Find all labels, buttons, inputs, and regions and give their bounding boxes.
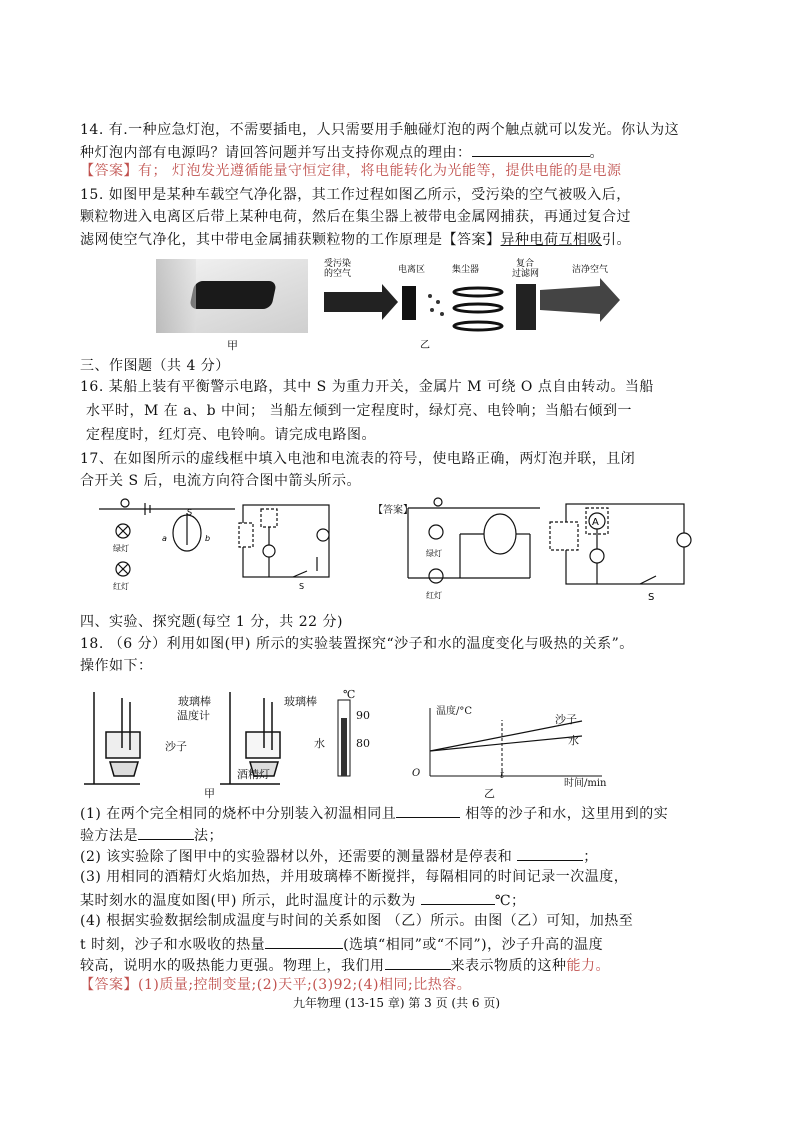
label-polluted-air-2: 的空气	[324, 269, 352, 279]
red-lamp-label: 红灯	[113, 582, 129, 591]
q18-p2-text: (2) 该实验除了图甲中的实验器材以外，还需要的测量器材是停表和	[80, 849, 518, 865]
answer-green-label: 绿灯	[426, 549, 442, 558]
q18-answer	[80, 976, 471, 994]
q14-answer-blank[interactable]	[472, 142, 590, 157]
q18-p3-cont	[80, 890, 526, 910]
thermometer-scale	[338, 700, 350, 776]
fig-b-label: b	[205, 534, 211, 543]
car-seat	[156, 259, 196, 333]
purifier-device	[189, 281, 277, 309]
green-lamp-label: 绿灯	[113, 544, 129, 553]
legend-water: 水	[568, 734, 579, 747]
parallel-circuit	[239, 505, 329, 577]
q15-line3	[80, 231, 631, 249]
q18-p1-text-2: 相等的沙子和水，这里用到的实	[460, 806, 669, 822]
fig-yi-label-18: 乙	[484, 787, 495, 800]
blank-instrument[interactable]	[517, 846, 583, 861]
blank-mass[interactable]	[396, 803, 460, 818]
composite-filter	[516, 284, 536, 330]
answer-tag: 【答案】	[80, 163, 138, 179]
q16-line3: 定程度时，红灯亮、电铃响。请完成电路图。	[86, 427, 376, 443]
question-circuits	[95, 495, 335, 595]
chart-t-marker: t	[500, 770, 505, 781]
fig-yi-label: 乙	[420, 340, 430, 351]
answer-ship-circuit	[408, 498, 540, 583]
chart-ylabel: 温度/°C	[436, 706, 473, 717]
q18-p3-end: ℃；	[494, 893, 526, 909]
q15-line3-text: 滤网使空气净化，其中带电金属捕获颗粒物的工作原理是	[80, 232, 443, 248]
fig-jia-label-18: 甲	[204, 787, 215, 800]
ionizer-plate	[402, 286, 416, 320]
answer-tag: 【答案】	[80, 977, 138, 993]
switch-S-label: S	[299, 582, 305, 591]
fig-a-label: a	[162, 534, 167, 543]
polluted-air-arrows	[324, 284, 398, 320]
ship-circuit	[99, 499, 235, 576]
label-glass-rod: 玻璃棒	[178, 695, 211, 708]
answer-parallel-circuit	[550, 504, 691, 584]
blank-reading[interactable]	[421, 890, 495, 905]
particles	[428, 294, 444, 316]
purifier-process-diagram	[320, 256, 650, 351]
fig-jia-label: 甲	[227, 339, 238, 352]
section3-heading: 三、作图题（共 4 分）	[80, 358, 230, 374]
q18-p4-text-4: 来表示物质的这种	[450, 958, 567, 974]
blank-method[interactable]	[138, 825, 194, 840]
q18-answer-text: (1)质量;控制变量;(2)天平;(3)92;(4)相同;比热容。	[138, 977, 472, 993]
q18-p4-cont	[80, 934, 603, 954]
label-clean-air: 洁净空气	[572, 265, 609, 275]
q18-p1	[80, 803, 668, 823]
q18-p4-text-3: 较高，说明水的吸热能力更强。物理上，我们用	[80, 958, 385, 974]
q16-line1: 16. 某船上装有平衡警示电路，其中 S 为重力开关，金属片 M 可绕 O 点自由转动。当船	[80, 379, 654, 395]
legend-sand: 沙子	[555, 713, 577, 726]
dust-collector	[454, 288, 502, 330]
answer-tag: 【答案】	[442, 232, 501, 248]
label-glass-rod-2: 玻璃棒	[284, 695, 317, 708]
q18-p3: (3) 用相同的酒精灯火焰加热，并用玻璃棒不断搅拌，每隔相同的时间记录一次温度，	[80, 869, 629, 885]
q18-p4: (4) 根据实验数据绘制成温度与时间的关系如图 （乙）所示。由图（乙）可知，加热至	[80, 913, 634, 929]
label-filter: 复合	[516, 259, 535, 269]
label-alcohol-lamp: 酒精灯	[237, 768, 270, 781]
chart-xlabel: 时间/min	[564, 778, 607, 789]
clean-air-arrow	[540, 278, 620, 322]
apparatus-diagram	[80, 688, 380, 798]
q18-p4-text-2: (选填“相同”或“不同”)，沙子升高的温度	[343, 937, 604, 953]
label-dust-collector: 集尘器	[452, 265, 480, 275]
page-footer: 九年物理 (13-15 章) 第 3 页 (共 6 页)	[292, 996, 501, 1010]
q18-p1-text-3: 验方法是	[80, 828, 138, 844]
q18-p4-end: 能力。	[566, 958, 610, 974]
label-water: 水	[314, 737, 325, 750]
q17-line1: 17、在如图所示的虚线框中填入电池和电流表的符号，使电路正确，两灯泡并联，且闭	[80, 451, 636, 467]
apparatus-left	[84, 692, 140, 784]
blank-heat[interactable]	[265, 934, 343, 949]
q17-line2: 合开关 S 后，电流方向符合图中箭头所示。	[80, 473, 361, 489]
label-celsius: ℃	[343, 688, 356, 701]
q14-line2-text: 种灯泡内部有电源吗？请回答问题并写出支持你观点的理由：	[80, 145, 472, 161]
ammeter-A-label: A	[592, 517, 599, 528]
answer-S-label: S	[648, 592, 655, 603]
answer-circuits	[400, 494, 700, 604]
q14-answer	[80, 162, 621, 180]
air-purifier-photo	[156, 259, 308, 333]
label-ion-zone: 电离区	[398, 265, 426, 275]
blank-specific-heat[interactable]	[385, 955, 451, 970]
q15-answer: 异种电荷互相吸	[500, 232, 602, 248]
q14-line2-end: 。	[589, 145, 604, 161]
q16-line2: 水平时，M 在 a、b 中间； 当船左倾到一定程度时，绿灯亮、电铃响；当船右倾到一	[86, 403, 632, 419]
label-sand: 沙子	[165, 740, 187, 753]
q18-p1-text-4: 法；	[194, 828, 223, 844]
q17-answer-tag: 【答案】	[373, 505, 413, 516]
chart-origin: O	[412, 768, 421, 779]
label-filter-2: 过滤网	[512, 269, 540, 279]
tick-80: 80	[356, 737, 370, 750]
series-line-1	[430, 736, 582, 751]
q14-line1: 14. 有.一种应急灯泡，不需要插电，人只需要用手触碰灯泡的两个触点就可以发光。你认为这	[80, 122, 680, 138]
tick-90: 90	[356, 709, 370, 722]
answer-red-label: 红灯	[426, 591, 442, 600]
q18-p3-text: 某时刻水的温度如图(甲) 所示，此时温度计的示数为	[80, 893, 421, 909]
fig-S-label: S	[187, 508, 193, 517]
label-polluted-air: 受污染	[324, 259, 352, 269]
q18-p4-cont2	[80, 955, 610, 975]
q18-line1: 18. （6 分）利用如图(甲) 所示的实验装置探究“沙子和水的温度变化与吸热的关系”。	[80, 636, 634, 652]
q18-p2	[80, 846, 598, 866]
q18-p1-text: (1) 在两个完全相同的烧杯中分别装入初温相同且	[80, 806, 397, 822]
q15-line2: 颗粒物进入电离区后带上某种电荷，然后在集尘器上被带电金属网捕获，再通过复合过	[80, 209, 631, 225]
q18-p1-cont	[80, 825, 223, 845]
label-thermometer: 温度计	[177, 709, 210, 722]
q15-line3-end: 引。	[602, 232, 631, 248]
q14-line2	[80, 142, 604, 162]
q18-p4-text: t 时刻，沙子和水吸收的热量	[80, 937, 266, 953]
q18-line2: 操作如下：	[80, 658, 153, 674]
q18-p2-end: ；	[583, 849, 598, 865]
q14-answer-text: 有； 灯泡发光遵循能量守恒定律，将电能转化为光能等，提供电能的是电源	[138, 163, 622, 179]
q15-line1: 15. 如图甲是某种车载空气净化器，其工作过程如图乙所示，受污染的空气被吸入后，	[80, 187, 631, 203]
section4-heading: 四、实验、探究题(每空 1 分，共 22 分)	[80, 614, 343, 630]
